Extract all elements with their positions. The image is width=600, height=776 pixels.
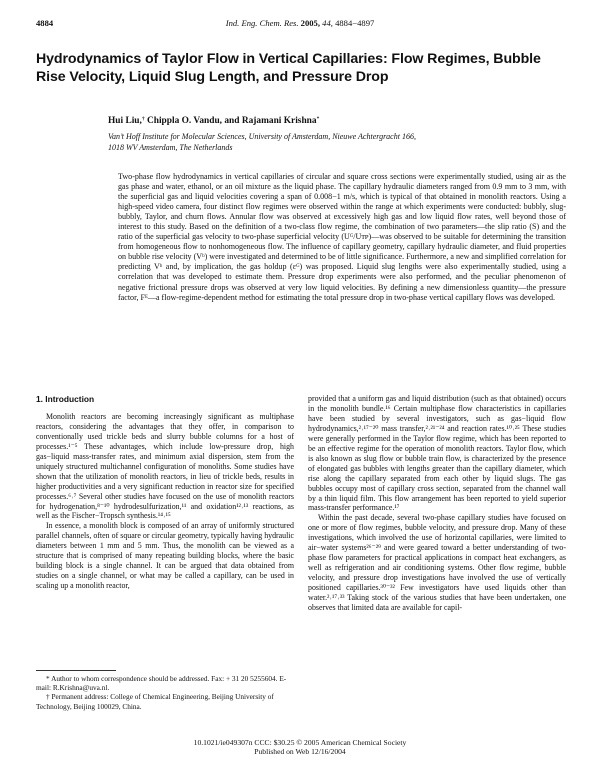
abstract: Two-phase flow hydrodynamics in vertical capillaries of circular and square cross sections were experimentally studied, using air as the gas phase and water, ethanol, or an oil mixture as the liquid phase. The capillary hydraulic diameters ranged from 0.9 mm to 3 mm, with the superficial gas and liquid velocities covering a span of 0.008−1 m/s, which is typical of that obtained in monolith reactors. Using a high-speed video camera, four distinct flow regimes were observed within the range at which experiments were conducted: bubbly, slug-bubbly, Taylor, and churn flows. Annular flow was observed at excessively high gas and low liquid flow rates, well beyond those of interest to this study. Based on the definition of a two-class flow regime, the combination of two parameters—the slip ratio (S) and the ratio of the superficial gas velocity to two-phase superficial velocity (Uᴳ/Uᴛᴘ)—was observed to be suitable for determining the transition from homogeneous flow to nonhomogeneous flow. The influence of capillary geometry, capillary hydraulic diameter, and fluid properties on bubble rise velocity (Vᵇ) were investigated and determined to be of little significance. Furthermore, a new and simplified correlation for predicting Vᵇ and, by implication, the gas holdup (εᴳ) was proposed. Liquid slug lengths were also experimentally studied, using a correlation that was developed to estimate them. Pressure drop experiments were also performed, and the peculiar phenomenon of negative frictional pressure drops was observed at very low liquid velocities. By defining a new dimensionless quantity—the pressure factor, Fᴱ—a flow-regime-dependent method for estimating the total pressure drop in two-phase vertical capillary flows was developed. bbox=[118, 172, 566, 302]
affiliation-line-1: Van’t Hoff Institute for Molecular Sciences, University of Amsterdam, Nieuwe Achtergracht 166, bbox=[108, 132, 416, 141]
journal-volume: 44, bbox=[322, 18, 333, 28]
footnote-correspondence: * Author to whom correspondence should be addressed. Fax: + 31 20 5255604. E-mail: R.Krishna@uva.nl. bbox=[36, 674, 287, 693]
right-column bbox=[308, 394, 566, 613]
intro-paragraph-3: provided that a uniform gas and liquid distribution (such as that obtained) occurs in the monolith bundle.¹⁶ Certain multiphase flow characteristics in capillaries have been studied by several investigators, such as gas−liquid flow hydrodynamics,²˒¹⁷⁻²⁰ mass transfer,²˒²¹⁻²⁴ and reaction rates.¹⁰˒²⁵ These studies were generally performed in the Taylor flow regime, which has been reported to be an effective regime for the operation of monolith reactors. Taylor flow, which is also known as slug flow or bubble train flow, is characterized by the presence of elongated gas bubbles with lengths greater than the capillary diameter, which rise along the capillary separated from each other by liquid slugs. The gas bubbles occupy most of capillary cross section, separated from the channel wall by a thin liquid film. This flow arrangement has been reported to yield superior mass-transfer performance.¹⁷ bbox=[308, 394, 566, 513]
intro-paragraph-4: Within the past decade, several two-phase capillary studies have focused on one or more of flow regimes, bubble velocity, and pressure drop. Many of these investigations, which involved the use of horizontal capillaries, were limited to air−water systems²⁶⁻²⁹ and were geared toward a better understanding of two-phase flow parameters for practical applications in compact heat exchangers, as well as refrigeration and air conditioning systems. Other flow regime, bubble velocity, and pressure drop investigations have involved the use of vertically positioned capillaries.³⁰⁻³² Few investigators have used liquids other than water.²˒¹⁷˒³³ Taking stock of the various studies that have been undertaken, one observes that limited data are available for capil- bbox=[308, 513, 566, 613]
author-others: Chippla O. Vandu, and Rajamani Krishna bbox=[144, 116, 317, 126]
page-footer bbox=[0, 738, 600, 757]
left-column bbox=[36, 395, 294, 591]
article-title: Hydrodynamics of Taylor Flow in Vertical Capillaries: Flow Regimes, Bubble Rise Velocity, Liquid Slug Length, and Pressure Drop bbox=[36, 51, 541, 85]
author-line bbox=[108, 116, 319, 126]
journal-name: Ind. Eng. Chem. Res. bbox=[225, 18, 299, 28]
intro-paragraph-2: In essence, a monolith block is composed of an array of uniformly structured parallel channels, often of square or circular geometry, typically having hydraulic diameters between 1 mm and 5 mm. Thus, the monolith can be viewed as a structure that is comprised of many repeating building blocks, where the basic building block is a single channel. It can be argued that data obtained from studies on a single channel, or what may be called a capillary, can be used in scaling up a monolith reactor, bbox=[36, 521, 294, 591]
intro-paragraph-1: Monolith reactors are becoming increasingly significant as multiphase reactors, considering the advantages that they offer, in comparison to conventionally used trickle beds and slurry bubble columns for a host of processes.¹⁻⁵ These advantages, which include low-pressure drop, high gas−liquid mass-transfer rates, and minimum axial dispersion, stem from the uniquely structured multichannel configuration of monoliths. Some studies have shown that the utilization of monolith reactors, in lieu of trickle beds, results in higher productivities and a very significant reduction in reactor size for specified processes.⁶˒⁷ Several other studies have focused on the use of monolith reactors for hydrogenation,⁸⁻¹⁰ hydrodesulfurization,¹¹ and oxidation¹²˒¹³ reactions, as well as the Fischer−Tropsch synthesis.¹⁴˒¹⁵ bbox=[36, 411, 294, 521]
affiliation bbox=[108, 132, 528, 153]
page-number: 4884 bbox=[36, 18, 54, 28]
affiliation-line-2: 1018 WV Amsterdam, The Netherlands bbox=[108, 142, 233, 152]
author-liu-mark: † bbox=[141, 116, 145, 122]
doi-line: 10.1021/ie049307n CCC: $30.25 © 2005 American Chemical Society bbox=[193, 738, 407, 747]
footnotes bbox=[36, 674, 294, 711]
published-line: Published on Web 12/16/2004 bbox=[254, 747, 346, 757]
footnote-permanent-address: † Permanent address: College of Chemical Engineering, Beijing University of Technology, Beijing 100029, China. bbox=[36, 692, 274, 711]
section-heading-introduction: 1. Introduction bbox=[36, 394, 95, 404]
journal-year: 2005, bbox=[300, 18, 320, 28]
journal-pages: 4884−4897 bbox=[335, 18, 375, 28]
journal-citation bbox=[36, 18, 564, 28]
author-krishna-mark: * bbox=[316, 116, 320, 122]
author-liu: Hui Liu, bbox=[108, 116, 142, 126]
footnote-divider bbox=[36, 670, 116, 671]
running-header bbox=[36, 18, 564, 30]
